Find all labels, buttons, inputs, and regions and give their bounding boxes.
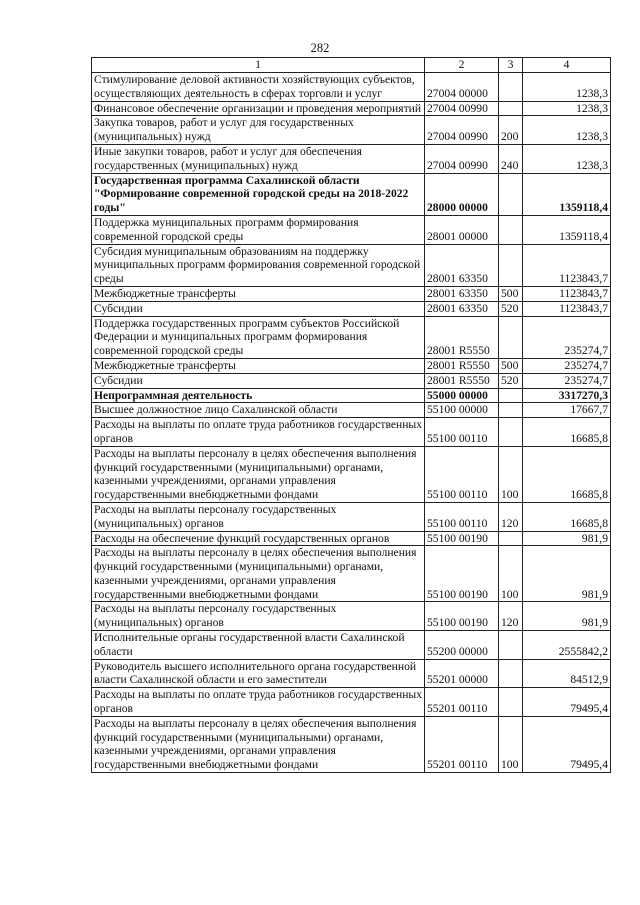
row-amount-cell: 1238,3 — [523, 101, 611, 116]
table-row — [92, 446, 611, 502]
row-code-cell: 55201 00110 — [425, 716, 499, 772]
row-expense-type-cell — [499, 388, 523, 403]
row-expense-type-cell — [499, 101, 523, 116]
table-row — [92, 418, 611, 447]
row-code-cell: 28001 00000 — [425, 215, 499, 244]
row-expense-type-cell: 120 — [499, 502, 523, 531]
row-amount-cell: 1238,3 — [523, 144, 611, 173]
row-expense-type-cell: 520 — [499, 301, 523, 316]
table-row — [92, 688, 611, 717]
row-name-cell: Поддержка муниципальных программ формирования современной городской среды — [92, 215, 425, 244]
row-name-cell: Субсидии — [92, 373, 425, 388]
table-row — [92, 373, 611, 388]
row-amount-cell: 981,9 — [523, 602, 611, 631]
header-col-2: 2 — [425, 58, 499, 73]
table-row — [92, 631, 611, 660]
row-name-cell: Расходы на выплаты персоналу в целях обеспечения выполнения функций государственными (муниципальными) органами, казенными учреждениями, органами управления государственными внебюджетными фондами — [92, 716, 425, 772]
table-row — [92, 144, 611, 173]
row-amount-cell: 16685,8 — [523, 418, 611, 447]
row-amount-cell: 1123843,7 — [523, 301, 611, 316]
row-expense-type-cell: 500 — [499, 358, 523, 373]
row-code-cell: 27004 00990 — [425, 116, 499, 145]
row-name-cell: Расходы на выплаты по оплате труда работников государственных органов — [92, 688, 425, 717]
row-expense-type-cell: 240 — [499, 144, 523, 173]
row-amount-cell: 17667,7 — [523, 403, 611, 418]
row-code-cell: 55100 00110 — [425, 418, 499, 447]
row-amount-cell: 1238,3 — [523, 73, 611, 102]
row-name-cell: Высшее должностное лицо Сахалинской области — [92, 403, 425, 418]
row-code-cell: 28001 63350 — [425, 244, 499, 286]
row-name-cell: Иные закупки товаров, работ и услуг для обеспечения государственных (муниципальных) нужд — [92, 144, 425, 173]
row-name-cell: Финансовое обеспечение организации и проведения мероприятий — [92, 101, 425, 116]
row-expense-type-cell: 200 — [499, 116, 523, 145]
row-amount-cell: 1123843,7 — [523, 244, 611, 286]
row-amount-cell: 84512,9 — [523, 659, 611, 688]
row-amount-cell: 79495,4 — [523, 688, 611, 717]
header-row — [92, 58, 611, 73]
row-expense-type-cell: 120 — [499, 602, 523, 631]
table-row — [92, 215, 611, 244]
row-expense-type-cell — [499, 688, 523, 717]
row-expense-type-cell — [499, 215, 523, 244]
table-row — [92, 388, 611, 403]
row-name-cell: Расходы на выплаты персоналу в целях обеспечения выполнения функций государственными (муниципальными) органами, казенными учреждениями, органами управления государственными внебюджетными фондами — [92, 546, 425, 602]
row-code-cell: 55100 00190 — [425, 531, 499, 546]
row-code-cell: 27004 00990 — [425, 144, 499, 173]
row-expense-type-cell — [499, 631, 523, 660]
row-expense-type-cell — [499, 418, 523, 447]
table-row — [92, 286, 611, 301]
row-expense-type-cell — [499, 403, 523, 418]
header-col-1: 1 — [92, 58, 425, 73]
table-row — [92, 716, 611, 772]
row-name-cell: Закупка товаров, работ и услуг для государственных (муниципальных) нужд — [92, 116, 425, 145]
table-row — [92, 316, 611, 358]
row-code-cell: 55000 00000 — [425, 388, 499, 403]
table-row — [92, 101, 611, 116]
row-expense-type-cell — [499, 244, 523, 286]
row-expense-type-cell: 100 — [499, 716, 523, 772]
row-amount-cell: 235274,7 — [523, 316, 611, 358]
row-name-cell: Стимулирование деловой активности хозяйствующих субъектов, осуществляющих деятельность в сферах торговли и услуг — [92, 73, 425, 102]
row-code-cell: 55100 00110 — [425, 446, 499, 502]
row-expense-type-cell — [499, 316, 523, 358]
row-expense-type-cell: 100 — [499, 446, 523, 502]
row-code-cell: 27004 00990 — [425, 101, 499, 116]
row-name-cell: Расходы на выплаты персоналу в целях обеспечения выполнения функций государственными (муниципальными) органами, казенными учреждениями, органами управления государственными внебюджетными фондами — [92, 446, 425, 502]
row-amount-cell: 981,9 — [523, 531, 611, 546]
row-expense-type-cell — [499, 73, 523, 102]
table-row — [92, 659, 611, 688]
row-amount-cell: 1359118,4 — [523, 173, 611, 215]
row-expense-type-cell: 100 — [499, 546, 523, 602]
header-col-3: 3 — [499, 58, 523, 73]
table-row — [92, 173, 611, 215]
row-code-cell: 55100 00000 — [425, 403, 499, 418]
row-name-cell: Субсидия муниципальным образованиям на поддержку муниципальных программ формирования современной городской среды — [92, 244, 425, 286]
row-expense-type-cell: 520 — [499, 373, 523, 388]
row-name-cell: Поддержка государственных программ субъектов Российской Федерации и муниципальных программ формирования современной городской среды — [92, 316, 425, 358]
row-amount-cell: 981,9 — [523, 546, 611, 602]
row-code-cell: 55100 00190 — [425, 546, 499, 602]
table-row — [92, 358, 611, 373]
row-code-cell: 27004 00000 — [425, 73, 499, 102]
row-code-cell: 55201 00000 — [425, 659, 499, 688]
row-code-cell: 28001 R5550 — [425, 373, 499, 388]
table-row — [92, 546, 611, 602]
row-amount-cell: 3317270,3 — [523, 388, 611, 403]
row-name-cell: Руководитель высшего исполнительного органа государственной власти Сахалинской области и его заместители — [92, 659, 425, 688]
row-code-cell: 28001 R5550 — [425, 358, 499, 373]
row-expense-type-cell — [499, 531, 523, 546]
header-col-4: 4 — [523, 58, 611, 73]
table-row — [92, 73, 611, 102]
row-amount-cell: 1359118,4 — [523, 215, 611, 244]
row-amount-cell: 1238,3 — [523, 116, 611, 145]
row-name-cell: Расходы на выплаты персоналу государственных (муниципальных) органов — [92, 602, 425, 631]
budget-table-body — [92, 58, 611, 773]
row-code-cell: 28001 63350 — [425, 286, 499, 301]
table-row — [92, 244, 611, 286]
table-row — [92, 403, 611, 418]
row-amount-cell: 16685,8 — [523, 502, 611, 531]
page-number: 282 — [310, 41, 330, 55]
table-row — [92, 531, 611, 546]
row-amount-cell: 79495,4 — [523, 716, 611, 772]
row-name-cell: Субсидии — [92, 301, 425, 316]
table-row — [92, 502, 611, 531]
row-amount-cell: 1123843,7 — [523, 286, 611, 301]
table-row — [92, 301, 611, 316]
row-code-cell: 28000 00000 — [425, 173, 499, 215]
row-expense-type-cell — [499, 173, 523, 215]
row-expense-type-cell: 500 — [499, 286, 523, 301]
row-name-cell: Расходы на выплаты персоналу государственных (муниципальных) органов — [92, 502, 425, 531]
row-name-cell: Межбюджетные трансферты — [92, 286, 425, 301]
row-name-cell: Исполнительные органы государственной власти Сахалинской области — [92, 631, 425, 660]
row-amount-cell: 235274,7 — [523, 373, 611, 388]
row-name-cell: Расходы на обеспечение функций государственных органов — [92, 531, 425, 546]
row-code-cell: 28001 63350 — [425, 301, 499, 316]
budget-table — [91, 57, 611, 773]
row-name-cell: Государственная программа Сахалинской области "Формирование современной городской среды на 2018-2022 годы" — [92, 173, 425, 215]
row-code-cell: 55201 00110 — [425, 688, 499, 717]
row-name-cell: Расходы на выплаты по оплате труда работников государственных органов — [92, 418, 425, 447]
row-code-cell: 55100 00110 — [425, 502, 499, 531]
row-expense-type-cell — [499, 659, 523, 688]
row-name-cell: Межбюджетные трансферты — [92, 358, 425, 373]
row-code-cell: 55200 00000 — [425, 631, 499, 660]
table-row — [92, 116, 611, 145]
row-code-cell: 55100 00190 — [425, 602, 499, 631]
row-amount-cell: 16685,8 — [523, 446, 611, 502]
row-amount-cell: 2555842,2 — [523, 631, 611, 660]
table-row — [92, 602, 611, 631]
row-code-cell: 28001 R5550 — [425, 316, 499, 358]
row-amount-cell: 235274,7 — [523, 358, 611, 373]
row-name-cell: Непрограммная деятельность — [92, 388, 425, 403]
